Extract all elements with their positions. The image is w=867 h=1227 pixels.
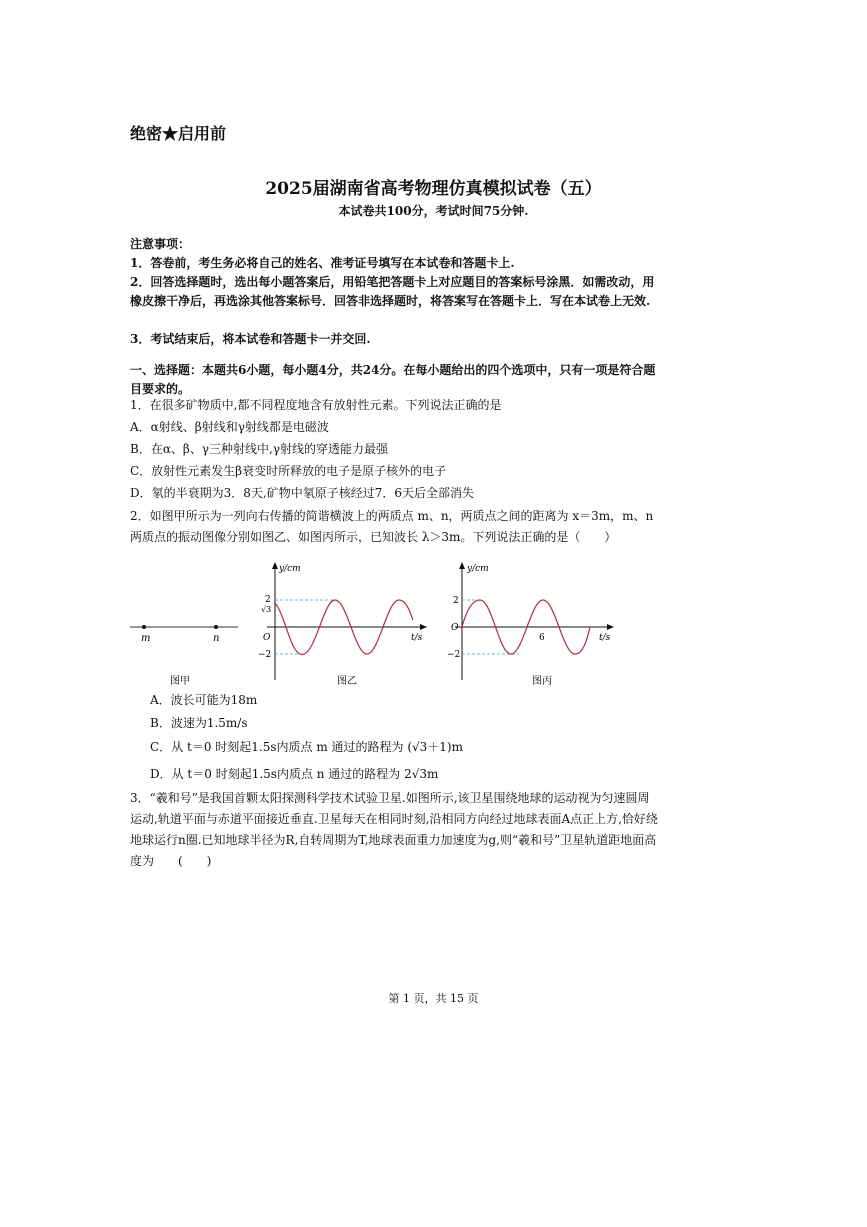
tick-6: 6 — [539, 633, 545, 643]
figure-bing — [447, 560, 627, 690]
point-n-label: n — [213, 633, 220, 644]
page-footer: 第 1 页，共 15 页 — [388, 992, 479, 1005]
x-axis-label: t/s — [599, 633, 611, 643]
point-m-dot — [142, 625, 146, 629]
origin-label: O — [263, 633, 271, 643]
y-axis-arrow — [459, 562, 465, 569]
figure-jia — [128, 610, 243, 690]
point-n-dot — [214, 625, 218, 629]
secret-label: 绝密★启用前 — [130, 124, 227, 143]
notice-item-1: 1．答卷前，考生务必将自己的姓名、准考证号填写在本试卷和答题卡上. — [130, 256, 515, 270]
figure-bing-caption: 图丙 — [532, 676, 552, 687]
question-1-stem: 1．在很多矿物质中,都不同程度地含有放射性元素。下列说法正确的是 — [130, 398, 502, 412]
tick-neg2: −2 — [447, 650, 461, 660]
figure-jia-svg — [128, 610, 243, 690]
question-1-option-b: B．在α、β、γ三种射线中,γ射线的穿透能力最强 — [130, 442, 389, 456]
y-axis-label: y/cm — [279, 564, 301, 574]
figure-bing-svg — [447, 560, 627, 690]
figure-yi — [255, 560, 435, 690]
x-axis-arrow — [420, 624, 427, 630]
question-1-option-a: A．α射线、β射线和γ射线都是电磁波 — [130, 420, 329, 434]
figure-jia-caption: 图甲 — [170, 676, 190, 687]
point-m-label: m — [141, 633, 151, 644]
question-2-option-d: D．从 t＝0 时刻起1.5s内质点 n 通过的路程为 2√3m — [150, 767, 439, 781]
x-axis-arrow — [607, 624, 614, 630]
exam-title: 2025届湖南省高考物理仿真模拟试卷（五） — [265, 179, 602, 199]
question-2-option-b: B．波速为1.5m/s — [150, 716, 248, 730]
tick-neg2: −2 — [258, 650, 272, 660]
figure-yi-caption: 图乙 — [337, 676, 357, 687]
notice-heading: 注意事项： — [130, 237, 191, 251]
origin-label: O — [451, 623, 459, 633]
figure-yi-svg — [255, 560, 435, 690]
question-2-stem: 2．如图甲所示为一列向右传播的简谐横波上的两质点 m、n，两质点之间的距离为 x＝3m，m、n 两质点的振动图像分别如图乙、如图丙所示，已知波长 λ＞3m。下列说法正确的是（ ） — [130, 509, 654, 544]
section-heading: 一、选择题：本题共6小题，每小题4分，共24分。在每小题给出的四个选项中，只有一项是符合题目要求的。 — [130, 363, 656, 396]
question-1-option-c: C．放射性元素发生β衰变时所释放的电子是原子核外的电子 — [130, 464, 447, 478]
tick-2: 2 — [265, 595, 271, 605]
x-axis-label: t/s — [411, 633, 423, 643]
y-axis-label: y/cm — [467, 564, 489, 574]
tick-2: 2 — [453, 596, 459, 606]
question-2-option-c: C．从 t＝0 时刻起1.5s内质点 m 通过的路程为 (√3＋1)m — [150, 740, 463, 754]
question-2-option-a: A．波长可能为18m — [150, 693, 258, 707]
question-1-option-d: D．氡的半衰期为3．8天,矿物中氡原子核经过7．6天后全部消失 — [130, 486, 474, 500]
y-axis-arrow — [272, 562, 278, 569]
exam-subtitle: 本试卷共100分，考试时间75分钟. — [338, 204, 529, 218]
notice-item-2: 2．回答选择题时，选出每小题答案后，用铅笔把答题卡上对应题目的答案标号涂黑．如需改动，用橡皮擦干净后，再选涂其他答案标号．回答非选择题时，将答案写在答题卡上．写在本试卷上无效. — [130, 275, 655, 308]
tick-sqrt3: √3 — [261, 605, 272, 614]
question-3-stem: 3．“羲和号”是我国首颗太阳探测科学技术试验卫星.如图所示,该卫星围绕地球的运动视为匀速圆周运动,轨道平面与赤道平面接近垂直.卫星每天在相同时刻,沿相同方向经过地球表面A点正上方,恰好绕地球运行n圈.已知地球半径为R,自转周期为T,地球表面重力加速度为g,则“羲和号”卫星轨道距地面高度为 ( ) — [130, 791, 658, 868]
notice-item-3: 3．考试结束后，将本试卷和答题卡一并交回. — [130, 332, 371, 346]
